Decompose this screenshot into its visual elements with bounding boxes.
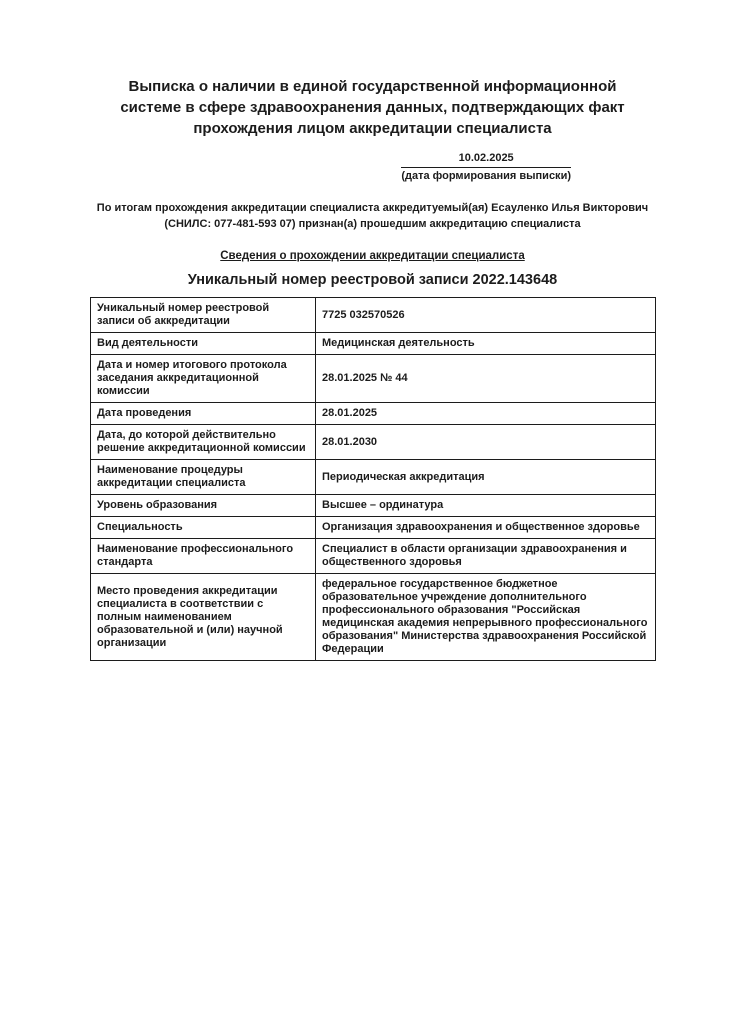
- row-value: 28.01.2030: [316, 425, 656, 460]
- table-row: [91, 460, 656, 495]
- table-row: [91, 403, 656, 425]
- row-value: Периодическая аккредитация: [316, 460, 656, 495]
- table-row: [91, 495, 656, 517]
- document-title: [90, 76, 655, 139]
- row-label: Вид деятельности: [91, 333, 316, 355]
- extract-date-block: [401, 152, 571, 183]
- row-label: Уровень образования: [91, 495, 316, 517]
- table-row: [91, 574, 656, 661]
- row-value: федеральное государственное бюджетное образовательное учреждение дополнительного профессионального образования "Российская медицинская академия непрерывного профессионального образования" Министерства здравоохранения Российской Федерации: [316, 574, 656, 661]
- row-label: Уникальный номер реестровой записи об аккредитации: [91, 298, 316, 333]
- row-label: Дата проведения: [91, 403, 316, 425]
- extract-date-caption: (дата формирования выписки): [401, 170, 571, 182]
- intro-paragraph: По итогам прохождения аккредитации специалиста аккредитуемый(ая) Есауленко Илья Викторович (СНИЛС: 077-481-593 07) признан(а) прошедшим аккредитацию специалиста: [96, 202, 649, 230]
- row-label: Место проведения аккредитации специалиста в соответствии с полным наименованием образовательной и (или) научной организации: [91, 574, 316, 661]
- row-value: 28.01.2025 № 44: [316, 355, 656, 403]
- document-title-line: прохождения лицом аккредитации специалиста: [193, 120, 552, 137]
- row-value: Медицинская деятельность: [316, 333, 656, 355]
- table-row: [91, 539, 656, 574]
- document-title-line: Выписка о наличии в единой государственной информационной: [128, 78, 617, 95]
- row-label: Специальность: [91, 517, 316, 539]
- document-title-line: системе в сфере здравоохранения данных, подтверждающих факт: [120, 99, 625, 116]
- extract-date: 10.02.2025: [401, 152, 571, 168]
- table-row: [91, 355, 656, 403]
- date-block-wrapper: [90, 152, 655, 184]
- row-label: Дата и номер итогового протокола заседания аккредитационной комиссии: [91, 355, 316, 403]
- table-row: [91, 425, 656, 460]
- row-label: Наименование профессионального стандарта: [91, 539, 316, 574]
- row-label: Дата, до которой действительно решение аккредитационной комиссии: [91, 425, 316, 460]
- row-value: 7725 032570526: [316, 298, 656, 333]
- table-row: [91, 298, 656, 333]
- table-row: [91, 517, 656, 539]
- row-value: 28.01.2025: [316, 403, 656, 425]
- section-heading: Сведения о прохождении аккредитации специалиста: [220, 250, 525, 262]
- row-label: Наименование процедуры аккредитации специалиста: [91, 460, 316, 495]
- row-value: Специалист в области организации здравоохранения и общественного здоровья: [316, 539, 656, 574]
- row-value: Высшее – ординатура: [316, 495, 656, 517]
- accreditation-table: [90, 297, 656, 661]
- row-value: Организация здравоохранения и общественное здоровье: [316, 517, 656, 539]
- registry-number-heading: Уникальный номер реестровой записи 2022.143648: [187, 272, 558, 288]
- table-row: [91, 333, 656, 355]
